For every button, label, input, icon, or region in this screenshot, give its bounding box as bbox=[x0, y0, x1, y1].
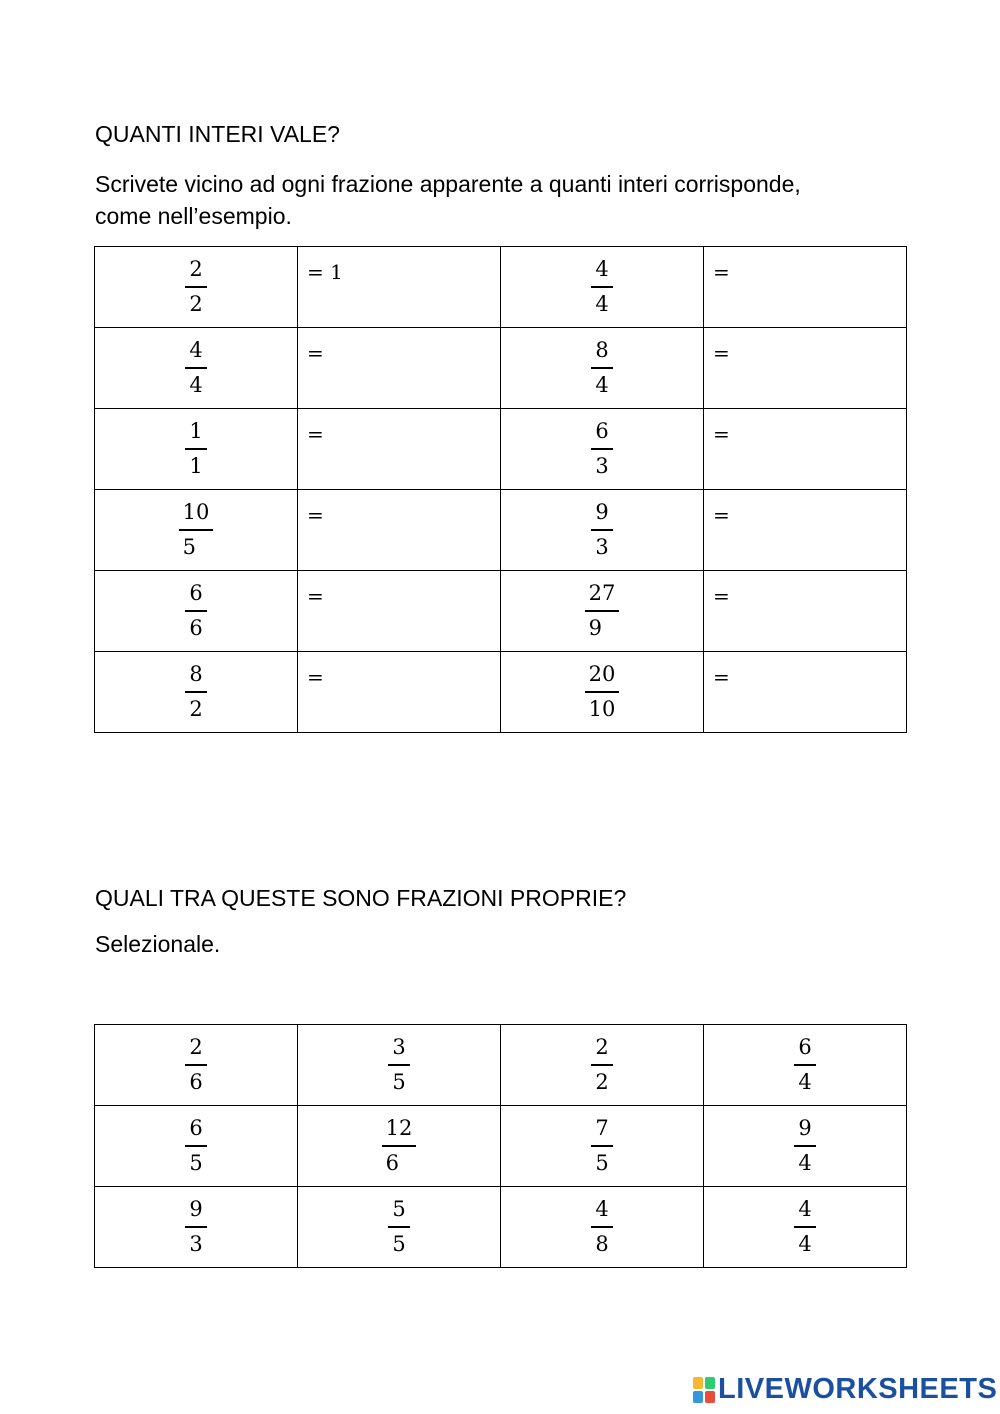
fraction-bar bbox=[591, 529, 612, 531]
fraction-denominator: 9 bbox=[588, 615, 602, 640]
fraction-denominator: 10 bbox=[588, 696, 616, 721]
fraction-cell bbox=[501, 409, 704, 490]
answer-cell[interactable] bbox=[298, 652, 501, 733]
answer-field[interactable]: = bbox=[713, 503, 730, 527]
answer-cell[interactable] bbox=[298, 409, 501, 490]
fraction-numerator: 12 bbox=[385, 1115, 413, 1140]
fraction-bar bbox=[585, 691, 620, 693]
fraction bbox=[95, 409, 297, 487]
selectable-fraction-cell[interactable] bbox=[95, 1106, 298, 1187]
fraction-cell bbox=[95, 328, 298, 409]
fraction-numerator: 4 bbox=[595, 1196, 609, 1221]
fraction bbox=[501, 328, 703, 406]
fraction bbox=[501, 1025, 703, 1103]
fraction-denominator: 2 bbox=[189, 696, 203, 721]
fraction-bar bbox=[185, 367, 206, 369]
fraction bbox=[704, 1187, 906, 1265]
fraction-denominator: 5 bbox=[189, 1150, 203, 1175]
section1-instruction: Scrivete vicino ad ogni frazione apparente a quanti interi corrisponde, come nell’esempio. bbox=[95, 171, 801, 229]
fraction-denominator: 4 bbox=[798, 1231, 812, 1256]
fraction-numerator: 2 bbox=[595, 1034, 609, 1059]
liveworksheets-logo-icon bbox=[693, 1377, 715, 1403]
fraction-denominator: 5 bbox=[595, 1150, 609, 1175]
fraction bbox=[501, 490, 703, 568]
fraction bbox=[95, 1106, 297, 1184]
fraction-cell bbox=[95, 247, 298, 328]
fraction bbox=[298, 1187, 500, 1265]
answer-cell[interactable] bbox=[704, 409, 907, 490]
table-row bbox=[95, 1187, 907, 1268]
fraction bbox=[501, 247, 703, 325]
fraction-denominator: 3 bbox=[595, 453, 609, 478]
answer-cell[interactable] bbox=[704, 490, 907, 571]
fraction-cell bbox=[95, 490, 298, 571]
answer-field[interactable]: = bbox=[307, 341, 324, 365]
answer-field[interactable]: = bbox=[713, 665, 730, 689]
fraction bbox=[95, 1025, 297, 1103]
answer-cell[interactable] bbox=[704, 328, 907, 409]
fraction-denominator: 3 bbox=[189, 1231, 203, 1256]
fraction-numerator: 9 bbox=[189, 1196, 203, 1221]
fraction-denominator: 6 bbox=[189, 1069, 203, 1094]
answer-cell[interactable] bbox=[298, 490, 501, 571]
selectable-fraction-cell[interactable] bbox=[501, 1025, 704, 1106]
table-row bbox=[95, 328, 907, 409]
fraction-bar bbox=[591, 1064, 612, 1066]
fraction-numerator: 6 bbox=[189, 580, 203, 605]
fraction-numerator: 4 bbox=[595, 256, 609, 281]
table-row bbox=[95, 652, 907, 733]
answer-field[interactable]: = bbox=[713, 260, 730, 284]
selectable-fraction-cell[interactable] bbox=[704, 1187, 907, 1268]
fraction-numerator: 9 bbox=[798, 1115, 812, 1140]
fraction-bar bbox=[591, 448, 612, 450]
proper-fractions-table bbox=[94, 1024, 907, 1268]
fraction bbox=[704, 1106, 906, 1184]
fraction-numerator: 2 bbox=[189, 256, 203, 281]
fraction bbox=[298, 1025, 500, 1103]
fraction-bar bbox=[179, 529, 214, 531]
selectable-fraction-cell[interactable] bbox=[501, 1187, 704, 1268]
fraction-denominator: 5 bbox=[182, 534, 196, 559]
fraction bbox=[501, 571, 703, 649]
fraction-denominator: 8 bbox=[595, 1231, 609, 1256]
answer-cell[interactable] bbox=[704, 247, 907, 328]
fraction-denominator: 5 bbox=[392, 1069, 406, 1094]
fraction-denominator: 4 bbox=[798, 1069, 812, 1094]
fraction bbox=[95, 652, 297, 730]
fraction bbox=[501, 1187, 703, 1265]
fraction-denominator: 6 bbox=[385, 1150, 399, 1175]
fraction-numerator: 6 bbox=[189, 1115, 203, 1140]
fraction-denominator: 5 bbox=[392, 1231, 406, 1256]
table-row bbox=[95, 1025, 907, 1106]
liveworksheets-brand bbox=[693, 1373, 997, 1406]
selectable-fraction-cell[interactable] bbox=[95, 1025, 298, 1106]
selectable-fraction-cell[interactable] bbox=[298, 1187, 501, 1268]
fraction-numerator: 4 bbox=[798, 1196, 812, 1221]
fraction bbox=[501, 1106, 703, 1184]
fraction-numerator: 6 bbox=[595, 418, 609, 443]
fraction-bar bbox=[794, 1064, 815, 1066]
fraction-bar bbox=[794, 1226, 815, 1228]
fraction-denominator: 3 bbox=[595, 534, 609, 559]
answer-cell[interactable] bbox=[704, 571, 907, 652]
selectable-fraction-cell[interactable] bbox=[501, 1106, 704, 1187]
fraction-numerator: 2 bbox=[189, 1034, 203, 1059]
fraction bbox=[95, 571, 297, 649]
fraction-bar bbox=[185, 1226, 206, 1228]
fraction-bar bbox=[591, 286, 612, 288]
fraction-bar bbox=[185, 1064, 206, 1066]
fraction-numerator: 4 bbox=[189, 337, 203, 362]
selectable-fraction-cell[interactable] bbox=[704, 1106, 907, 1187]
fraction bbox=[95, 490, 297, 568]
fraction-denominator: 4 bbox=[595, 291, 609, 316]
table-row bbox=[95, 490, 907, 571]
fraction-bar bbox=[185, 286, 206, 288]
fraction-bar bbox=[591, 1145, 612, 1147]
section1-title: QUANTI INTERI VALE? bbox=[95, 121, 340, 147]
fraction-bar bbox=[185, 691, 206, 693]
answer-field[interactable]: = bbox=[713, 584, 730, 608]
answer-field[interactable]: = bbox=[713, 341, 730, 365]
fraction-numerator: 7 bbox=[595, 1115, 609, 1140]
fraction-bar bbox=[794, 1145, 815, 1147]
table-row bbox=[95, 409, 907, 490]
fraction-numerator: 5 bbox=[392, 1196, 406, 1221]
fraction-cell bbox=[501, 571, 704, 652]
selectable-fraction-cell[interactable] bbox=[298, 1106, 501, 1187]
section2-instruction: Selezionale. bbox=[95, 931, 221, 957]
fraction-bar bbox=[591, 1226, 612, 1228]
fraction-numerator: 10 bbox=[182, 499, 210, 524]
fraction bbox=[501, 652, 703, 730]
fraction-cell bbox=[501, 247, 704, 328]
answer-field[interactable]: = bbox=[307, 422, 324, 446]
fraction bbox=[95, 328, 297, 406]
answer-cell[interactable] bbox=[298, 328, 501, 409]
fraction-bar bbox=[382, 1145, 417, 1147]
fraction-numerator: 9 bbox=[595, 499, 609, 524]
brand-name: LIVEWORKSHEETS bbox=[718, 1373, 998, 1405]
fraction-numerator: 27 bbox=[588, 580, 616, 605]
fraction-denominator: 4 bbox=[595, 372, 609, 397]
answer-cell[interactable] bbox=[704, 652, 907, 733]
fraction-denominator: 4 bbox=[189, 372, 203, 397]
table-row bbox=[95, 247, 907, 328]
answer-field[interactable]: = bbox=[307, 503, 324, 527]
fraction-numerator: 8 bbox=[189, 661, 203, 686]
fraction-denominator: 2 bbox=[595, 1069, 609, 1094]
table-row bbox=[95, 571, 907, 652]
fraction bbox=[501, 409, 703, 487]
fraction-cell bbox=[95, 571, 298, 652]
fraction-bar bbox=[185, 610, 206, 612]
fraction-numerator: 3 bbox=[392, 1034, 406, 1059]
fraction-numerator: 6 bbox=[798, 1034, 812, 1059]
fraction-cell bbox=[95, 652, 298, 733]
fraction-bar bbox=[591, 367, 612, 369]
fraction-denominator: 2 bbox=[189, 291, 203, 316]
answer-field[interactable]: = bbox=[307, 665, 324, 689]
fraction-bar bbox=[388, 1064, 409, 1066]
answer-cell[interactable] bbox=[298, 247, 501, 328]
selectable-fraction-cell[interactable] bbox=[95, 1187, 298, 1268]
fraction bbox=[298, 1106, 500, 1184]
answer-cell[interactable] bbox=[298, 571, 501, 652]
fraction-bar bbox=[185, 448, 206, 450]
fraction-numerator: 20 bbox=[588, 661, 616, 686]
fraction-denominator: 6 bbox=[189, 615, 203, 640]
fraction-numerator: 1 bbox=[189, 418, 203, 443]
table-row bbox=[95, 1106, 907, 1187]
selectable-fraction-cell[interactable] bbox=[298, 1025, 501, 1106]
fraction-denominator: 1 bbox=[189, 453, 203, 478]
fraction-cell bbox=[501, 652, 704, 733]
fraction-numerator: 8 bbox=[595, 337, 609, 362]
answer-field[interactable]: = bbox=[713, 422, 730, 446]
section2-title: QUALI TRA QUESTE SONO FRAZIONI PROPRIE? bbox=[95, 885, 627, 911]
fraction-bar bbox=[585, 610, 620, 612]
selectable-fraction-cell[interactable] bbox=[704, 1025, 907, 1106]
fraction-cell bbox=[501, 328, 704, 409]
fraction-bar bbox=[388, 1226, 409, 1228]
answer-field[interactable]: = 1 bbox=[307, 260, 343, 284]
fraction-denominator: 4 bbox=[798, 1150, 812, 1175]
answer-field[interactable]: = bbox=[307, 584, 324, 608]
fraction bbox=[95, 1187, 297, 1265]
fraction-cell bbox=[501, 490, 704, 571]
whole-values-table bbox=[94, 246, 907, 733]
fraction bbox=[704, 1025, 906, 1103]
fraction bbox=[95, 247, 297, 325]
fraction-cell bbox=[95, 409, 298, 490]
fraction-bar bbox=[185, 1145, 206, 1147]
